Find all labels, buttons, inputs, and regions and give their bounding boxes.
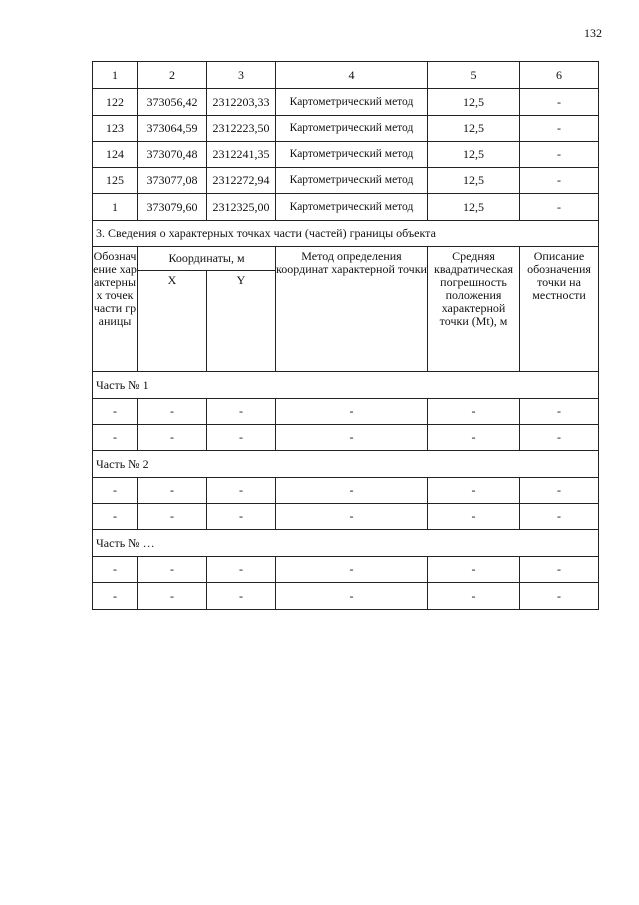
cell: -: [276, 425, 428, 451]
mt-header: Средняя квадратическая погрешность положения характерной точки (Mt), м: [428, 247, 520, 372]
mt-cell: 12,5: [428, 142, 520, 168]
table-row: [93, 168, 599, 194]
coord-x: 373077,08: [138, 168, 207, 194]
table-row: [93, 142, 599, 168]
x-header: X: [138, 271, 207, 372]
mt-cell: 12,5: [428, 116, 520, 142]
cell: -: [138, 399, 207, 425]
column-number: 2: [138, 62, 207, 89]
cell: -: [428, 399, 520, 425]
cell: -: [520, 557, 599, 583]
mt-cell: 12,5: [428, 89, 520, 116]
section-title-row: [93, 221, 599, 247]
method-cell: Картометрический метод: [276, 89, 428, 116]
cell: -: [428, 557, 520, 583]
column-number: 4: [276, 62, 428, 89]
cell: -: [276, 504, 428, 530]
table-row: [93, 504, 599, 530]
cell: -: [138, 557, 207, 583]
cell: -: [138, 425, 207, 451]
cell: -: [207, 425, 276, 451]
column-number: 1: [93, 62, 138, 89]
table-row: [93, 399, 599, 425]
point-number: 125: [93, 168, 138, 194]
cell: -: [207, 504, 276, 530]
description-cell: -: [520, 116, 599, 142]
cell: -: [428, 583, 520, 610]
cell: -: [93, 425, 138, 451]
coord-y: 2312203,33: [207, 89, 276, 116]
coord-y: 2312223,50: [207, 116, 276, 142]
page-number: 132: [584, 26, 602, 40]
cell: -: [207, 399, 276, 425]
cell: -: [428, 504, 520, 530]
table-row: [93, 478, 599, 504]
table-row: [93, 583, 599, 610]
part-label-row: [93, 372, 599, 399]
cell: -: [207, 557, 276, 583]
coordinates-table: [92, 61, 599, 610]
mt-cell: 12,5: [428, 168, 520, 194]
part-label: Часть № 2: [93, 451, 599, 478]
coord-x: 373079,60: [138, 194, 207, 221]
point-designation-header: Обозначение характерных точек части границы: [93, 247, 138, 372]
cell: -: [520, 504, 599, 530]
cell: -: [138, 478, 207, 504]
part-label: Часть № …: [93, 530, 599, 557]
point-number: 1: [93, 194, 138, 221]
cell: -: [207, 583, 276, 610]
section-header-row: [93, 247, 599, 271]
cell: -: [276, 557, 428, 583]
cell: -: [520, 425, 599, 451]
cell: -: [207, 478, 276, 504]
cell: -: [138, 583, 207, 610]
coord-y: 2312325,00: [207, 194, 276, 221]
cell: -: [93, 478, 138, 504]
description-cell: -: [520, 168, 599, 194]
table-row: [93, 89, 599, 116]
cell: -: [93, 504, 138, 530]
coord-x: 373064,59: [138, 116, 207, 142]
description-header: Описание обозначения точки на местности: [520, 247, 599, 372]
point-number: 122: [93, 89, 138, 116]
point-number: 123: [93, 116, 138, 142]
cell: -: [93, 557, 138, 583]
table-row: [93, 194, 599, 221]
description-cell: -: [520, 142, 599, 168]
coordinates-header: Координаты, м: [138, 247, 276, 271]
method-cell: Картометрический метод: [276, 116, 428, 142]
method-cell: Картометрический метод: [276, 194, 428, 221]
method-header: Метод определения координат характерной точки: [276, 247, 428, 372]
coord-y: 2312272,94: [207, 168, 276, 194]
point-number: 124: [93, 142, 138, 168]
cell: -: [93, 399, 138, 425]
column-number: 6: [520, 62, 599, 89]
coord-x: 373056,42: [138, 89, 207, 116]
column-number: 5: [428, 62, 520, 89]
cell: -: [520, 478, 599, 504]
method-cell: Картометрический метод: [276, 142, 428, 168]
cell: -: [93, 583, 138, 610]
section-title: 3. Сведения о характерных точках части (частей) границы объекта: [93, 221, 599, 247]
cell: -: [276, 478, 428, 504]
cell: -: [428, 425, 520, 451]
cell: -: [520, 583, 599, 610]
cell: -: [520, 399, 599, 425]
cell: -: [428, 478, 520, 504]
table-row: [93, 557, 599, 583]
cell: -: [138, 504, 207, 530]
coord-x: 373070,48: [138, 142, 207, 168]
part-label-row: [93, 530, 599, 557]
column-number-row: [93, 62, 599, 89]
table-row: [93, 116, 599, 142]
coord-y: 2312241,35: [207, 142, 276, 168]
description-cell: -: [520, 89, 599, 116]
column-number: 3: [207, 62, 276, 89]
cell: -: [276, 583, 428, 610]
y-header: Y: [207, 271, 276, 372]
cell: -: [276, 399, 428, 425]
method-cell: Картометрический метод: [276, 168, 428, 194]
mt-cell: 12,5: [428, 194, 520, 221]
part-label: Часть № 1: [93, 372, 599, 399]
description-cell: -: [520, 194, 599, 221]
table-row: [93, 425, 599, 451]
part-label-row: [93, 451, 599, 478]
